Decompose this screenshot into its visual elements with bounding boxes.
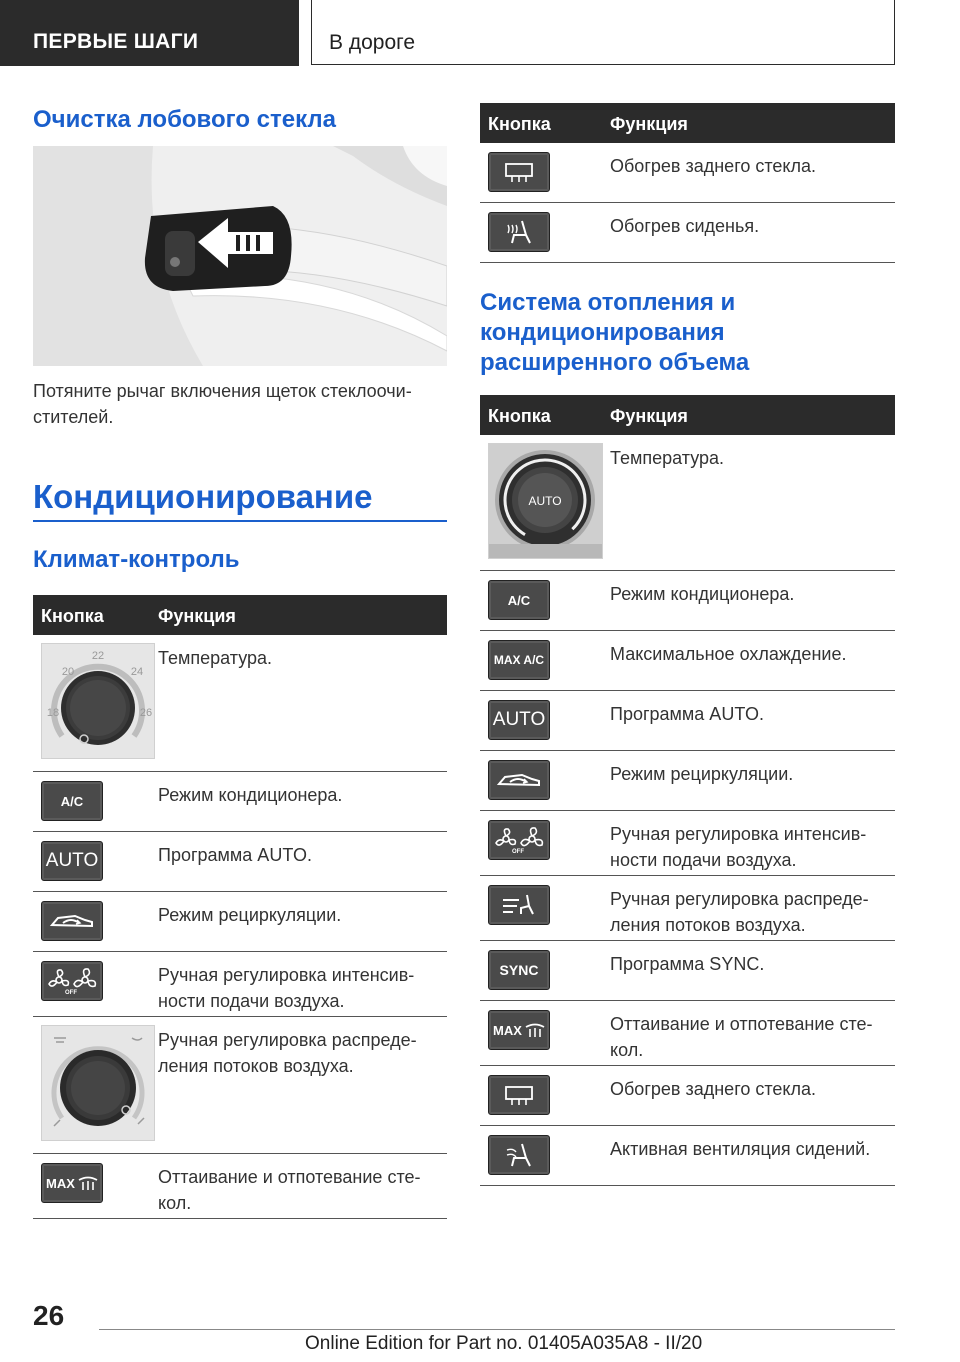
max-ac-button-icon [488,640,550,680]
dial-label-18: 18 [46,707,60,719]
wiper-instruction [33,378,412,430]
max-defrost-icon [488,1010,550,1050]
function-text [610,153,887,179]
dial-auto-label: AUTO [528,494,562,508]
air-distribution-dial-icon [41,1025,155,1141]
function-text [610,1011,887,1063]
extended-heading-line: кондиционирования [480,319,725,346]
table-header [480,395,895,435]
extended-heading-line: Система отопления и [480,289,736,316]
svg-text:OFF: OFF [512,849,524,855]
function-text-line: Режим кондиционера. [610,584,795,604]
function-text [158,962,439,1014]
column-header-function: Функция [610,114,688,134]
page-header [0,0,960,66]
function-text-line: Оттаивание и отпотевание сте- [158,1167,421,1187]
dial-label-20: 20 [61,666,75,678]
function-text [610,445,887,471]
table-row [480,203,895,263]
climate-table [33,595,447,1219]
auto-button-label: AUTO [45,850,99,871]
wiper-instruction-line1: Потяните рычаг включения щеток стеклоочи- [33,381,412,401]
function-text [610,1136,887,1162]
function-text [158,1164,439,1216]
rear-defrost-icon [488,1075,550,1115]
dial-label-24: 24 [130,666,144,678]
dial-label-22: 22 [91,650,105,662]
function-text [158,1027,439,1079]
table-row [33,1017,447,1154]
function-text-line: ления потоков воздуха. [610,915,806,935]
function-text-line: Программа SYNC. [610,954,765,974]
function-text [610,821,887,873]
function-text-line: кол. [610,1040,644,1060]
column-header-button: Кнопка [488,406,551,426]
recirculation-icon [488,760,550,800]
extended-heading [480,288,749,378]
function-text-line: ности подачи воздуха. [610,850,797,870]
column-header-button: Кнопка [488,114,551,134]
function-text [610,641,887,667]
extended-table [480,395,895,1186]
function-text-line: Программа AUTO. [610,704,764,724]
fan-icon [488,820,550,860]
function-text [610,213,887,239]
function-text-line: Ручная регулировка распреде- [610,889,869,909]
wiper-lever-image [33,146,447,366]
auto-button-icon [488,700,550,740]
wiper-lever-illustration [33,146,447,366]
function-text [158,902,439,928]
table-row [480,571,895,631]
temperature-dial-icon [41,643,155,759]
auto-button-icon [41,841,103,881]
max-ac-button-label: MAX A/C [493,653,545,667]
function-text [610,886,887,938]
table-row [480,1001,895,1066]
fan-icon [41,961,103,1001]
seat-heating-icon [488,212,550,252]
svg-text:OFF: OFF [65,990,77,996]
table-row [480,751,895,811]
wiper-heading: Очистка лобового стекла [33,106,337,133]
table-row [480,1066,895,1126]
function-text-line: Максимальное охлаждение. [610,644,847,664]
rear-defrost-icon [488,152,550,192]
function-text [158,782,439,808]
table-row [33,952,447,1017]
ac-button-label: A/C [60,793,84,809]
function-text-line: Режим кондиционера. [158,785,343,805]
section-title: ПЕРВЫЕ ШАГИ [0,0,299,66]
function-text-line: Температура. [158,648,273,668]
edition-note: Online Edition for Part no. 01405A035A8 - II/20 [305,1333,703,1354]
function-text [610,951,887,977]
chapter-title: В дороге [311,0,895,65]
function-text [610,701,887,727]
table-row [480,876,895,941]
function-text [610,1076,887,1102]
function-text-line: Обогрев заднего стекла. [610,156,817,176]
function-text-line: Ручная регулировка интенсив- [610,824,867,844]
function-text [158,842,439,868]
sync-button-label: SYNC [499,962,539,978]
auto-button-label: AUTO [492,709,546,730]
table-row [33,772,447,832]
sync-button-icon [488,950,550,990]
function-text [610,761,887,787]
table-row [480,941,895,1001]
auto-temperature-dial-icon [488,443,603,559]
seat-ventilation-icon [488,1135,550,1175]
table-row [33,832,447,892]
table-row [480,811,895,876]
table-row [33,635,447,772]
ac-button-icon [41,781,103,821]
ac-button-label: A/C [507,592,531,608]
function-text-line: Ручная регулировка интенсив- [158,965,415,985]
function-text-line: Режим рециркуляции. [158,905,342,925]
extended-heading-line: расширенного объема [480,349,750,376]
footer-rule [99,1329,895,1330]
climate-control-heading: Климат-контроль [33,546,240,573]
dial-label-26: 26 [139,707,153,719]
function-text [158,645,439,671]
function-text-line: Ручная регулировка распреде- [158,1030,417,1050]
function-text [610,581,887,607]
max-defrost-label: MAX [46,1175,75,1191]
function-text-line: Обогрев сиденья. [610,216,760,236]
table-row [33,892,447,952]
table-header [33,595,447,635]
max-defrost-label: MAX [493,1022,522,1038]
max-defrost-icon [41,1163,103,1203]
function-text-line: ности подачи воздуха. [158,991,345,1011]
function-text-line: Обогрев заднего стекла. [610,1079,817,1099]
column-header-function: Функция [158,606,236,626]
rear-seat-table [480,103,895,263]
function-text-line: Оттаивание и отпотевание сте- [610,1014,873,1034]
table-row [480,631,895,691]
recirculation-icon [41,901,103,941]
function-text-line: Программа AUTO. [158,845,312,865]
function-text-line: Температура. [610,448,725,468]
ac-heading: Кондиционирование [33,478,373,515]
column-header-function: Функция [610,406,688,426]
ac-heading-rule [33,520,447,522]
table-row [480,143,895,203]
column-header-button: Кнопка [41,606,104,626]
function-text-line: Режим рециркуляции. [610,764,794,784]
table-header [480,103,895,143]
ac-button-icon [488,580,550,620]
table-row [480,1126,895,1186]
page-number: 26 [33,1300,65,1331]
table-row [480,691,895,751]
wiper-instruction-line2: стителей. [33,407,114,427]
function-text-line: ления потоков воздуха. [158,1056,354,1076]
table-row [480,435,895,571]
function-text-line: Активная вентиляция сидений. [610,1139,871,1159]
function-text-line: кол. [158,1193,192,1213]
table-row [33,1154,447,1219]
air-distribution-icon [488,885,550,925]
